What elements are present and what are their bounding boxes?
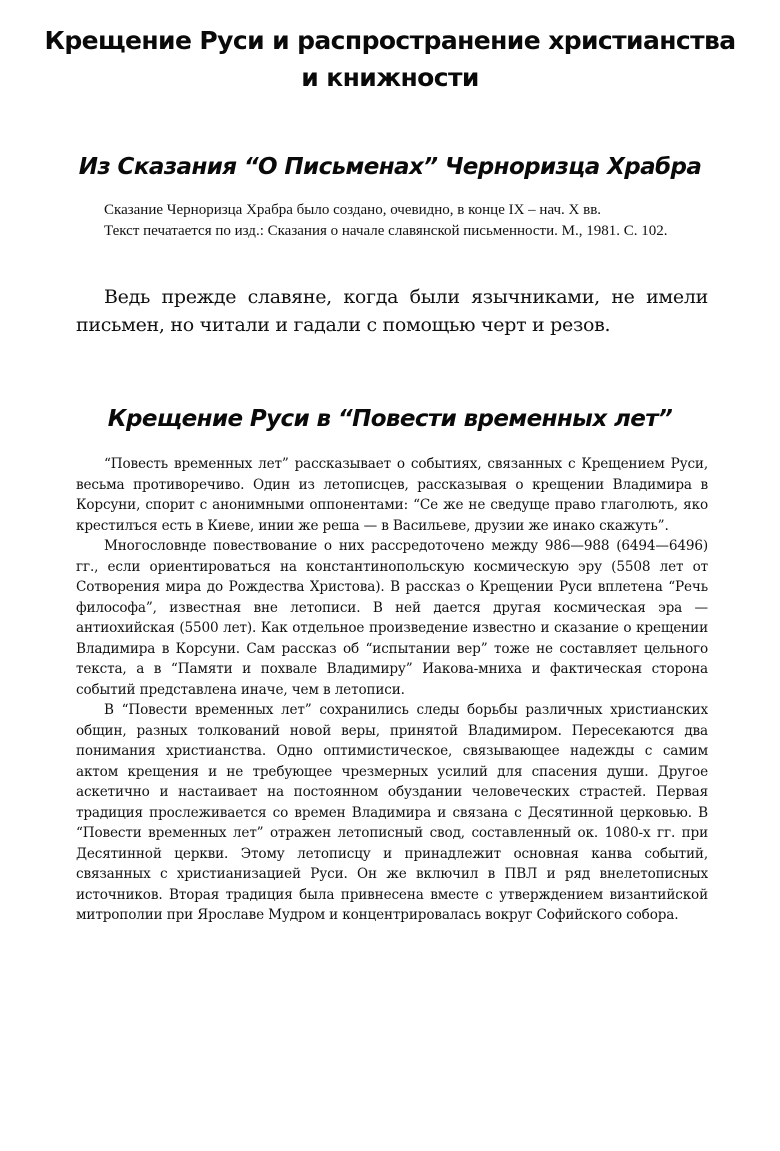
page-title: Крещение Руси и распространение христианства и книжности <box>44 26 736 92</box>
body-paragraph: Многословнде повествование о них рассредоточено между 986—988 (6494—6496) гг., если ориентироваться на константинопольскую космическую эру (5508 лет от Сотворения мира до Рождества Христова). В рассказ о Крещении Руси вплетена “Речь философа”, известная вне летописи. В ней дается другая космическая эра — антиохийская (5500 лет). Как отдельное произведение известно и сказание о крещении Владимира в Корсуни. Сам рассказ об “испытании вер” тоже не составляет цельного текста, а в “Памяти и похвале Владимиру” Иакова-мниха и фактическая сторона событий представлена иначе, чем в летописи. <box>76 538 708 698</box>
editorial-note <box>76 200 708 242</box>
source-quote: Ведь прежде славяне, когда были язычниками, не имели письмен, но читали и гадали с помощью черт и резов. <box>76 286 708 336</box>
section-heading-pismena: Из Сказания “О Письменах” Черноризца Храбра <box>78 154 702 180</box>
body-paragraph: “Повесть временных лет” рассказывает о событиях, связанных с Крещением Руси, весьма противоречиво. Один из летописцев, рассказывая о крещении Владимира в Корсуни, спорит с анонимными оппонентами: “Се же не сведуще право глаголють, яко крестилъся есть в Киеве, инии же реша — в Васильеве, друзии же инако скажуть”. <box>76 456 708 534</box>
section-heading-kreshchenie: Крещение Руси в “Повести временных лет” <box>107 406 673 432</box>
article-body <box>76 454 708 926</box>
note-line: Текст печатается по изд.: Сказания о начале славянской письменности. М., 1981. С. 102. <box>104 223 668 239</box>
body-paragraph: В “Повести временных лет” сохранились следы борьбы различных христианских общин, разных толкований новой веры, принятой Владимиром. Пересекаются два понимания христианства. Одно оптимистическое, связывающее надежды с самим актом крещения и не требующее чрезмерных усилий для спасения души. Другое аскетично и настаивает на постоянном обуздании человеческих страстей. Первая традиция прослеживается со времен Владимира и связана с Десятинной церковью. В “Повести временных лет” отражен летописный свод, составленный ок. 1080-х гг. при Десятинной церкви. Этому летописцу и принадлежит основная канва событий, связанных с христианизацией Руси. Он же включил в ПВЛ и ряд внелетописных источников. Вторая традиция была привнесена вместе с утверждением византийской митрополии при Ярославе Мудром и концентрировалась вокруг Софийского собора. <box>76 702 708 923</box>
note-line: Сказание Черноризца Храбра было создано, очевидно, в конце IX – нач. X вв. <box>104 202 602 218</box>
